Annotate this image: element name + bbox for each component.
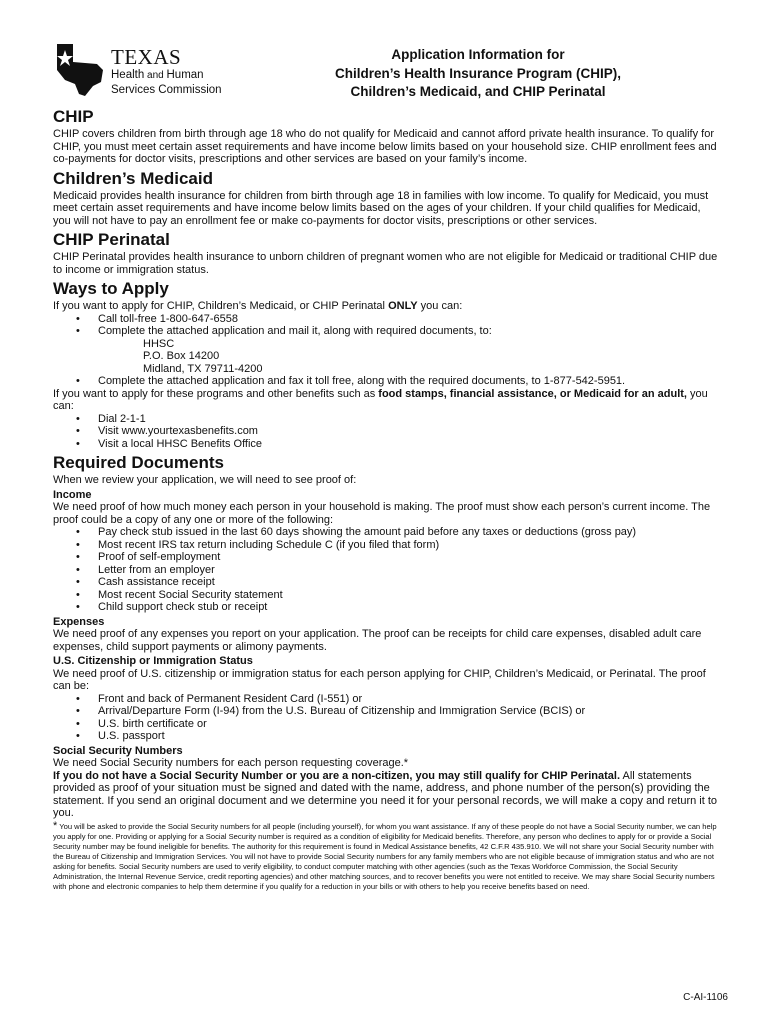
other-benefits-list [53, 413, 718, 451]
perinatal-text: CHIP Perinatal provides health insurance to unborn children of pregnant women who are not eligible for Medicaid or traditional CHIP due to income or immigration status. [53, 251, 718, 276]
expenses-text: We need proof of any expenses you report on your application. The proof can be receipts for child care expenses, disabled adult care expenses, child support payments or alimony payments. [53, 628, 702, 653]
chip-heading: CHIP [53, 107, 94, 126]
list-item: • Call toll-free 1-800-647-6558 [98, 313, 718, 326]
other-a: If you want to apply for these programs and other benefits such as [53, 387, 379, 400]
document-title [288, 46, 668, 102]
list-item: • Visit a local HHSC Benefits Office [98, 438, 718, 451]
list-item [98, 425, 718, 438]
other-c: you can: [53, 387, 708, 412]
ssn-heading: Social Security Numbers [53, 744, 183, 757]
ways-intro-only: ONLY [388, 300, 418, 312]
citizenship-text: We need proof of U.S. citizenship or immigration status for each person applying for CHIP, Children’s Medicaid, or Perinatal. The proof can be: [53, 667, 706, 692]
title-line-2: Children’s Health Insurance Program (CHIP), [334, 65, 622, 81]
header [53, 42, 718, 104]
address-line: HHSC [143, 337, 175, 350]
chip-text: CHIP covers children from birth through age 18 who do not qualify for Medicaid and cannot afford private health insurance. To qualify for CHIP, you must meet certain asset requirements and have income below limits based on your household size. CHIP enrollment fees and co-payments for doctor visits, prescriptions and other services are based on your family’s income. [53, 128, 717, 165]
benefits-website-link[interactable]: www.yourtexasbenefits.com [121, 425, 258, 437]
logo-line2 [111, 68, 222, 83]
logo-line3: Services Commission [111, 84, 222, 96]
footnote-text: You will be asked to provide the Social Security numbers for all people (including yourself), for whom you want assistance. If any of these people do not have a Social Security number, we can help you apply for one. Providing or applying for a Social Security number is required as a condition of eligibility for Medicaid benefits. Therefore, any person who declines to apply for or provide a Social Security number may be found ineligible for benefits. The authority for this requirement is found in Medical Assistance benefits, 42 C.F.R 435.910. We will not share your Social Security number with the Bureau of Citizenship and Immigration Services. You will not have to provide Social Security numbers for any family members who are not eligible because of immigration status and who are not asking for benefits. Social Security numbers are used to verify eligibility, to conduct computer matching with other agencies (such as the Texas Workforce Commission, the Social Security Administration, the Internal Revenue Service, credit reporting agencies) and other matching sources, and to recover benefits you were not entitled to receive. We may share Social Security numbers with phone and electronic companies to help them determine if you qualify for a reduction in your bills or with others to help you receive benefits based on need. [53, 821, 717, 891]
list-item: • Letter from an employer [98, 564, 718, 577]
list-item: • Proof of self-employment [98, 551, 718, 564]
list-item: • U.S. birth certificate or [98, 718, 718, 731]
list-item: • Most recent Social Security statement [98, 589, 718, 602]
statement-rest: All statements provided as proof of your situation must be signed and dated with the name, address, and phone number of the person(s) providing the statement. If you send an original document and we determine you need it for your personal records, we will make a copy and return it to you. [53, 769, 718, 819]
logo-health: Health [111, 69, 145, 81]
logo-human: Human [166, 69, 204, 81]
docs-intro: When we review your application, we will need to see proof of: [53, 474, 357, 486]
list-item: • Dial 2-1-1 [98, 413, 718, 426]
other-b: food stamps, financial assistance, or Medicaid for an adult, [378, 387, 687, 400]
citizenship-heading: U.S. Citizenship or Immigration Status [53, 655, 253, 667]
ways-list [53, 313, 718, 338]
ways-fax-list [53, 375, 718, 388]
logo-text [111, 46, 222, 97]
medicaid-text: Medicaid provides health insurance for children from birth through age 18 in families with low income. To qualify for Medicaid, you must meet certain asset requirements and have income below limits based on the ages of your children. If your child qualifies for Medicaid, you will not have to pay an enrollment fee or make co-payments for doctor visits, prescriptions or other services. [53, 189, 709, 227]
list-item: • U.S. passport [98, 730, 718, 743]
ways-intro-c: you can: [417, 300, 463, 312]
footnote-star: * [53, 819, 58, 832]
expenses-heading: Expenses [53, 615, 105, 628]
list-item: • Child support check stub or receipt [98, 601, 718, 614]
income-list [53, 526, 718, 614]
statement-bold: If you do not have a Social Security Number or you are a non-citizen, you may still qualify for CHIP Perinatal. [53, 769, 621, 782]
section-chip [53, 106, 718, 166]
docs-heading: Required Documents [53, 453, 224, 472]
ssn-footnote [53, 821, 718, 892]
ways-heading: Ways to Apply [53, 279, 169, 298]
hhsc-logo [53, 42, 273, 102]
list-item: • Complete the attached application and fax it toll free, along with the required documents, to 1-877-542-5951. [98, 375, 718, 388]
title-line-3: Children’s Medicaid, and CHIP Perinatal [350, 84, 606, 99]
other-benefits-intro [53, 388, 718, 413]
perinatal-statement [53, 770, 718, 820]
logo-and: and [144, 70, 167, 81]
ssn-text: We need Social Security numbers for each person requesting coverage.* [53, 757, 409, 769]
list-item: • Pay check stub issued in the last 60 days showing the amount paid before any taxes or deductions (gross pay) [98, 526, 718, 539]
medicaid-heading: Children’s Medicaid [53, 168, 213, 188]
title-line-1: Application Information for [391, 47, 565, 62]
document-page [53, 42, 718, 892]
section-ways-to-apply [53, 278, 718, 450]
citizenship-list [53, 693, 718, 743]
ways-intro-a: If you want to apply for CHIP, Children’s Medicaid, or CHIP Perinatal [53, 300, 389, 312]
form-code: C-AI-1106 [683, 992, 728, 1003]
mailing-address [53, 338, 718, 376]
list-item: • Most recent IRS tax return including Schedule C (if you filed that form) [98, 539, 718, 552]
texas-map-icon [53, 42, 109, 100]
list-item: • Complete the attached application and mail it, along with required documents, to: [98, 325, 718, 338]
address-line: P.O. Box 14200 [143, 350, 220, 362]
list-item: • Cash assistance receipt [98, 576, 718, 589]
visit-prefix: Visit [98, 425, 122, 437]
perinatal-heading: CHIP Perinatal [53, 230, 170, 249]
list-item: • Arrival/Departure Form (I-94) from the U.S. Bureau of Citizenship and Immigration Service (BCIS) or [98, 705, 718, 718]
section-medicaid [53, 168, 718, 228]
ways-intro [53, 300, 718, 313]
income-heading: Income [53, 488, 92, 501]
address-line: Midland, TX 79711-4200 [143, 362, 263, 375]
section-required-documents [53, 452, 718, 892]
income-text: We need proof of how much money each person in your household is making. The proof must show each person’s current income. The proof could be a copy of any one or more of the following: [53, 501, 711, 526]
section-perinatal [53, 229, 718, 276]
logo-texas: TEXAS [111, 45, 182, 69]
list-item: • Front and back of Permanent Resident Card (I-551) or [98, 693, 718, 706]
